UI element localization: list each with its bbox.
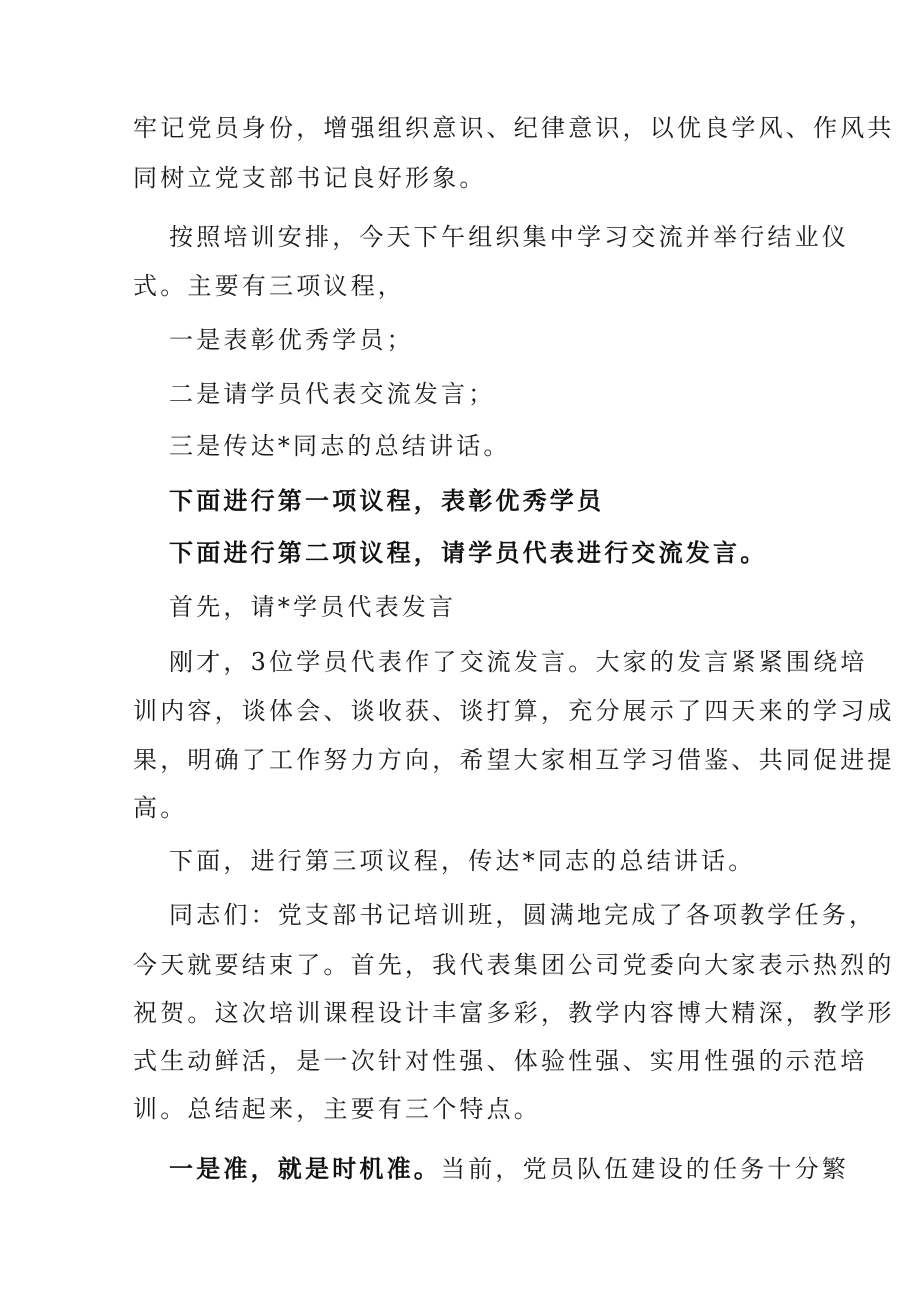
agenda-item-2: 二是请学员代表交流发言； [169, 380, 496, 408]
paragraph-line-2: 同树立党支部书记良好形象。 [133, 164, 487, 192]
paragraph-line-11: 刚才，3位学员代表作了交流发言。大家的发言紧紧围绕培 [169, 648, 868, 676]
paragraph-line-20: 训。总结起来，主要有三个特点。 [133, 1095, 541, 1123]
paragraph-line-10: 首先，请*学员代表发言 [169, 593, 457, 621]
paragraph-line-3: 按照培训安排，今天下午组织集中学习交流并举行结业仪 [169, 223, 849, 251]
paragraph-line-19: 式生动鲜活，是一次针对性强、体验性强、实用性强的示范培 [133, 1047, 868, 1075]
paragraph-line-17: 今天就要结束了。首先，我代表集团公司党委向大家表示热烈的 [133, 951, 895, 979]
regular-text: 当前，党员队伍建设的任务十分繁 [441, 1155, 849, 1183]
paragraph-line-12: 训内容，谈体会、谈收获、谈打算，充分展示了四天来的学习成 [133, 697, 895, 725]
heading-agenda-one: 下面进行第一项议程，表彰优秀学员 [169, 486, 605, 515]
agenda-item-1: 一是表彰优秀学员； [169, 326, 414, 354]
paragraph-line-1: 牢记党员身份，增强组织意识、纪律意识，以优良学风、作风共 [133, 114, 895, 142]
paragraph-line-13: 果，明确了工作努力方向，希望大家相互学习借鉴、共同促进提 [133, 746, 895, 774]
agenda-item-3: 三是传达*同志的总结讲话。 [169, 432, 511, 460]
paragraph-line-16: 同志们：党支部书记培训班，圆满地完成了各项教学任务， [169, 901, 877, 929]
bold-lead-text: 一是准，就是时机准。 [169, 1154, 441, 1183]
paragraph-line-21 [169, 1154, 849, 1184]
paragraph-line-18: 祝贺。这次培训课程设计丰富多彩，教学内容博大精深，教学形 [133, 999, 895, 1027]
paragraph-line-15: 下面，进行第三项议程，传达*同志的总结讲话。 [169, 847, 756, 875]
paragraph-line-14: 高。 [133, 794, 188, 822]
paragraph-line-4: 式。主要有三项议程， [133, 272, 405, 300]
heading-agenda-two: 下面进行第二项议程，请学员代表进行交流发言。 [169, 538, 768, 567]
